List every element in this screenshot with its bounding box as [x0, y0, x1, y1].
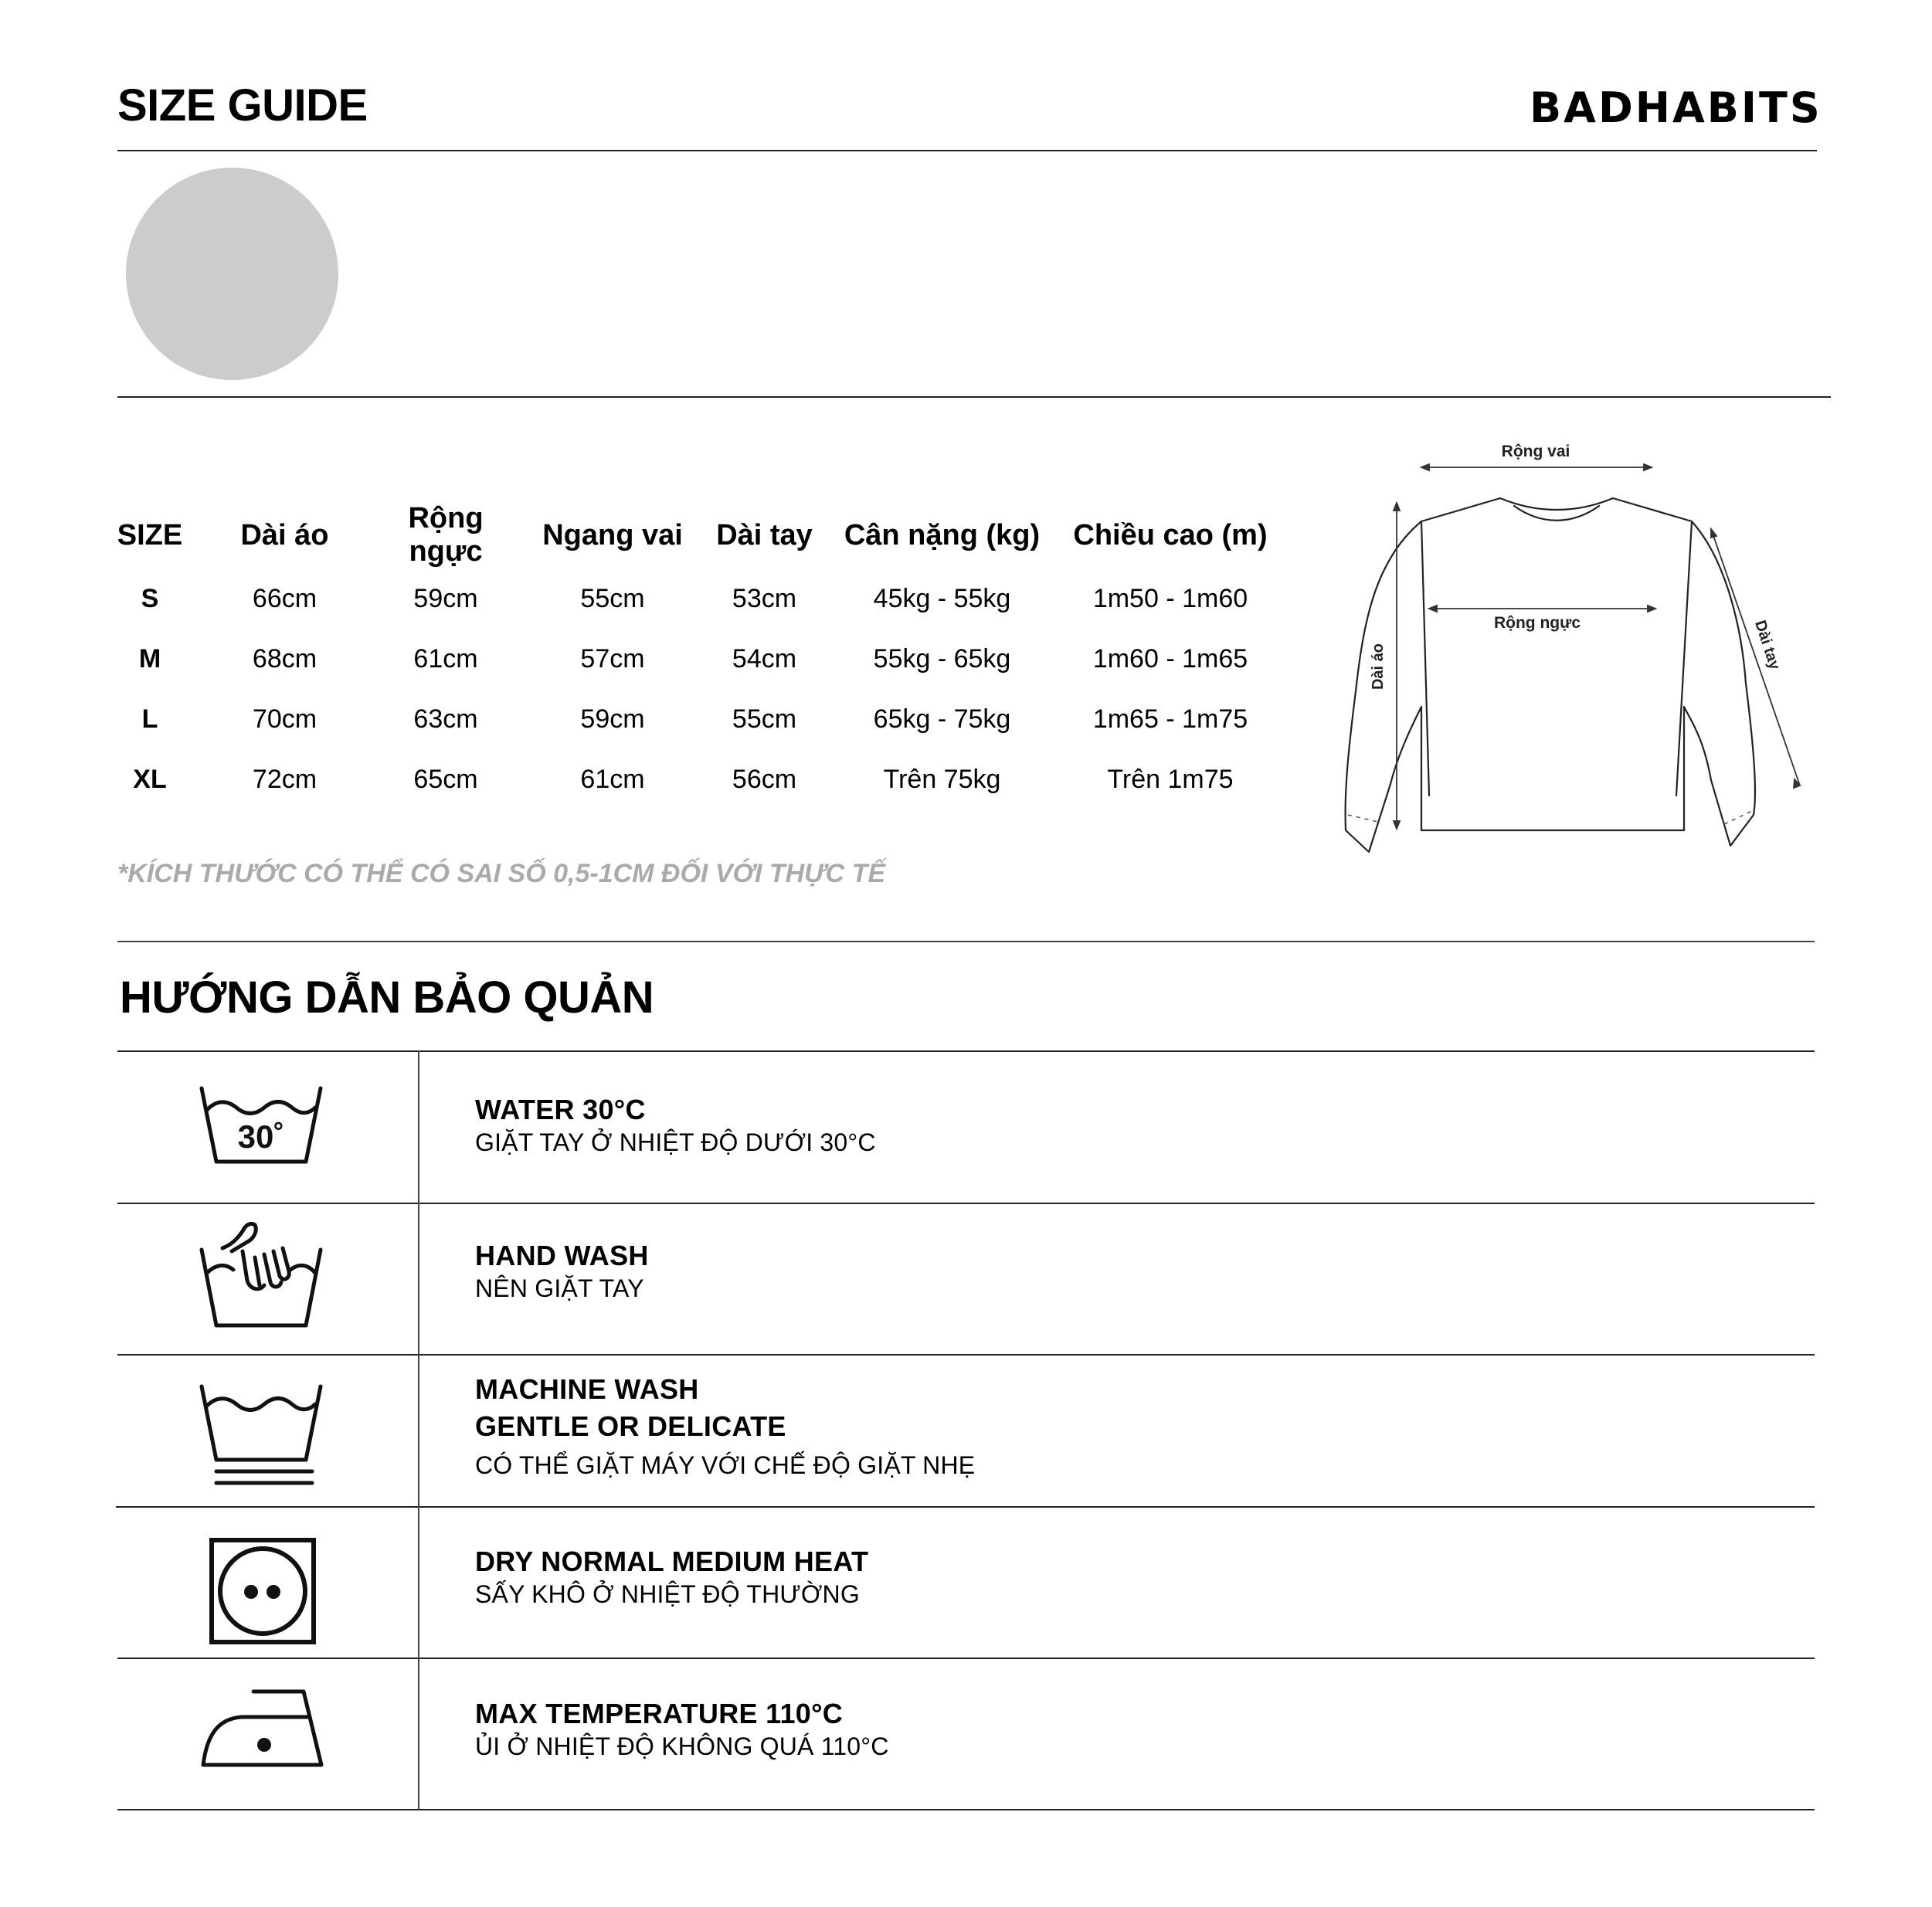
chest-label: Rộng ngực — [1493, 614, 1581, 632]
care-item-subtitle: NÊN GIẶT TAY — [475, 1274, 644, 1302]
divider — [117, 396, 1831, 398]
table-cell: Trên 75kg — [883, 764, 1001, 794]
table-row — [100, 749, 1282, 809]
size-cell: XL — [133, 764, 167, 794]
table-cell: 54cm — [732, 643, 797, 674]
table-cell: 1m65 - 1m75 — [1092, 704, 1248, 734]
care-item-hand-wash — [475, 1237, 649, 1303]
care-item-title: WATER 30°C — [475, 1094, 646, 1125]
tumble-dry-medium-icon — [209, 1537, 317, 1645]
care-item-iron — [475, 1695, 889, 1761]
column-header: Dài tay — [716, 518, 813, 551]
table-cell: Trên 1m75 — [1107, 764, 1234, 794]
table-cell: 53cm — [732, 583, 797, 613]
size-cell: L — [141, 704, 158, 734]
care-section-title: HƯỚNG DẪN BẢO QUẢN — [120, 972, 654, 1023]
table-cell: 70cm — [252, 704, 317, 734]
divider — [117, 1203, 1815, 1204]
column-header: Dài áo — [240, 518, 329, 551]
shoulder-label: Rộng vai — [1501, 443, 1570, 460]
care-item-machine-wash — [475, 1371, 975, 1480]
table-row — [100, 568, 1282, 629]
size-note: *KÍCH THƯỚC CÓ THỂ CÓ SAI SỐ 0,5-1CM ĐỐI VỚI THỰC TẾ — [117, 859, 886, 888]
column-header: Chiều cao (m) — [1073, 518, 1268, 551]
table-cell: 66cm — [252, 583, 317, 613]
table-cell: 56cm — [732, 764, 797, 794]
divider — [117, 1354, 1815, 1356]
sleeve-label: Dài tay — [1751, 618, 1784, 672]
page-title: SIZE GUIDE — [117, 80, 368, 131]
table-cell: 65kg - 75kg — [873, 704, 1011, 734]
table-cell: 59cm — [580, 704, 645, 734]
care-item-subtitle: SẤY KHÔ Ở NHIỆT ĐỘ THƯỜNG — [475, 1580, 860, 1608]
column-header: Cân nặng (kg) — [844, 518, 1041, 551]
table-header-row — [100, 502, 1282, 568]
table-cell: 55kg - 65kg — [873, 643, 1011, 674]
care-item-title: MAX TEMPERATURE 110°C — [475, 1698, 844, 1729]
column-header: Rộng ngực — [408, 502, 484, 568]
divider — [116, 1506, 1815, 1508]
care-item-title: MACHINE WASH — [475, 1373, 699, 1405]
care-item-water-30 — [475, 1091, 876, 1157]
table-cell: 65cm — [413, 764, 478, 794]
table-cell: 72cm — [252, 764, 317, 794]
care-item-title: HAND WASH — [475, 1240, 649, 1271]
size-table — [100, 502, 1282, 809]
table-cell: 59cm — [413, 583, 478, 613]
table-cell: 1m50 - 1m60 — [1092, 583, 1248, 613]
divider — [117, 1658, 1815, 1659]
care-item-title: DRY NORMAL MEDIUM HEAT — [475, 1546, 869, 1577]
care-item-subtitle: CÓ THỂ GIẶT MÁY VỚI CHẾ ĐỘ GIẶT NHẸ — [475, 1451, 976, 1479]
machine-wash-gentle-icon — [199, 1383, 323, 1491]
size-cell: S — [141, 583, 159, 613]
divider — [117, 150, 1817, 151]
length-label: Dài áo — [1370, 643, 1387, 691]
table-cell: 55cm — [732, 704, 797, 734]
table-cell: 63cm — [413, 704, 478, 734]
table-row — [100, 689, 1282, 749]
divider — [117, 1809, 1815, 1810]
table-cell: 45kg - 55kg — [873, 583, 1011, 613]
care-item-dry — [475, 1543, 868, 1609]
iron-low-icon — [199, 1688, 327, 1773]
product-image-placeholder — [126, 168, 338, 380]
table-cell: 55cm — [580, 583, 645, 613]
table-cell: 61cm — [413, 643, 478, 674]
table-cell: 68cm — [252, 643, 317, 674]
shirt-measurement-diagram — [1282, 429, 1839, 877]
care-item-subtitle: ỦI Ở NHIỆT ĐỘ KHÔNG QUÁ 110°C — [475, 1732, 889, 1760]
column-header: Ngang vai — [542, 518, 683, 551]
wash-30-icon — [199, 1084, 323, 1169]
divider — [117, 941, 1815, 942]
table-cell: 61cm — [580, 764, 645, 794]
table-row — [100, 629, 1282, 689]
hand-wash-icon — [199, 1220, 323, 1328]
size-cell: M — [138, 643, 161, 674]
care-item-title: GENTLE OR DELICATE — [475, 1410, 786, 1442]
column-header: SIZE — [117, 518, 183, 551]
brand-logo: BADHABITS — [1530, 83, 1822, 132]
table-cell: 1m60 - 1m65 — [1092, 643, 1248, 674]
care-item-subtitle: GIẶT TAY Ở NHIỆT ĐỘ DƯỚI 30°C — [475, 1128, 876, 1156]
divider — [117, 1050, 1815, 1052]
table-cell: 57cm — [580, 643, 645, 674]
svg-text:30˚: 30˚ — [237, 1118, 285, 1155]
column-divider — [418, 1050, 419, 1809]
